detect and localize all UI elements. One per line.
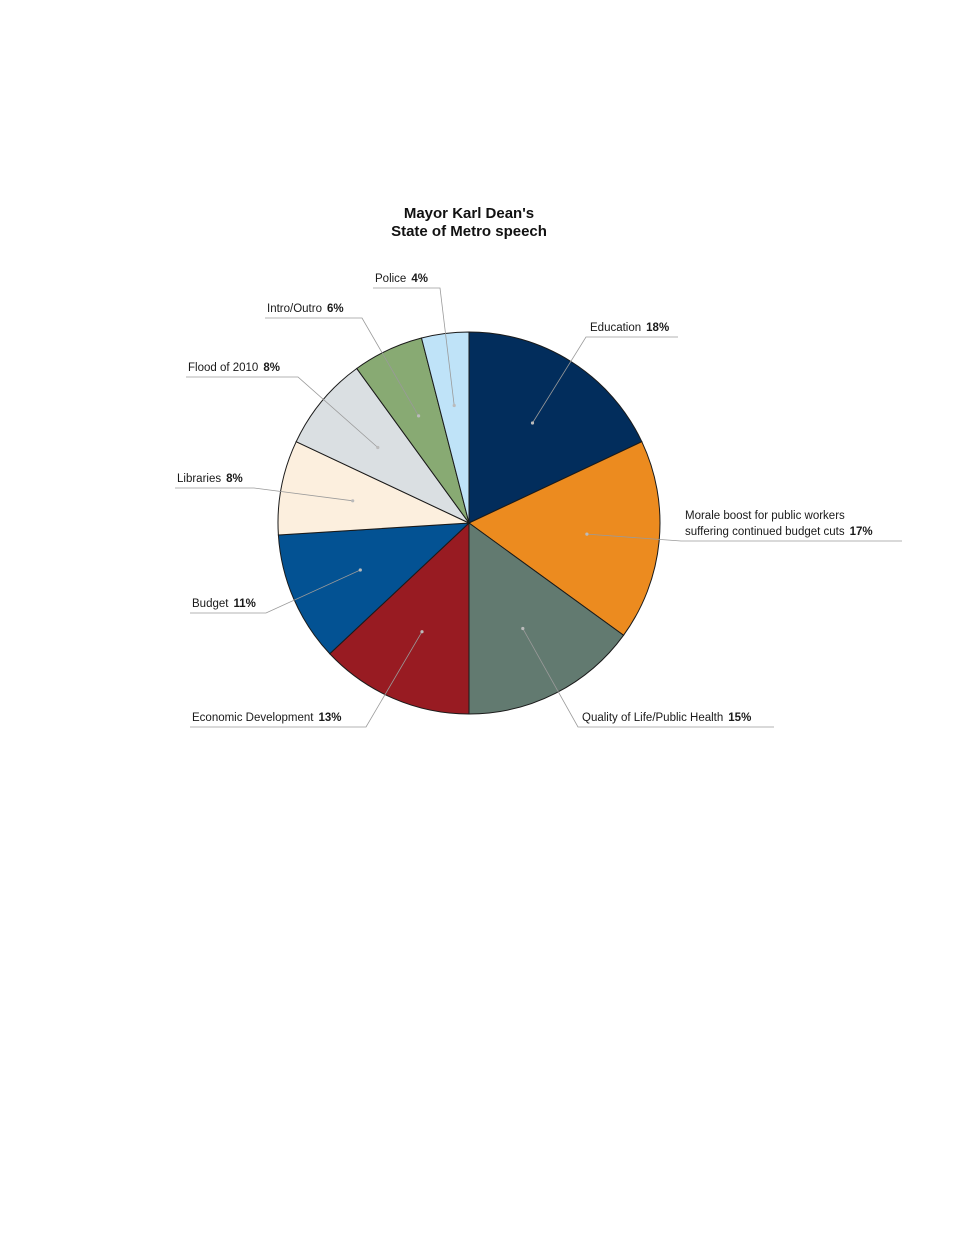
chart-title-line-2: State of Metro speech (391, 223, 547, 240)
leader-dot-4 (420, 630, 423, 633)
slice-percent-4: 13% (318, 712, 342, 724)
slice-percent-5: 11% (233, 598, 256, 610)
slice-percent-8: 6% (326, 303, 344, 315)
slice-percent-2: 17% (849, 526, 873, 538)
slice-label-6: Libraries 8% (177, 473, 243, 485)
slice-percent-7: 8% (263, 362, 280, 374)
slice-label-9: Police 4% (375, 273, 428, 285)
leader-dot-5 (359, 568, 362, 571)
slice-label-7: Flood of 2010 8% (188, 362, 280, 374)
slice-percent-6: 8% (226, 473, 243, 485)
leader-dot-3 (521, 627, 524, 630)
slice-label-1: Education 18% (590, 322, 670, 334)
slice-label-3: Quality of Life/Public Health 15% (582, 712, 752, 724)
slice-label-5: Budget 11% (192, 598, 256, 610)
slice-percent-9: 4% (411, 273, 428, 285)
leader-dot-1 (531, 421, 534, 424)
slice-label-4: Economic Development 13% (192, 712, 342, 724)
leader-dot-6 (351, 499, 354, 502)
chart-title-line-1: Mayor Karl Dean's (403, 205, 535, 222)
slice-label-8: Intro/Outro 6% (267, 303, 344, 315)
slice-percent-3: 15% (728, 712, 752, 724)
slice-label-2-line-1: Morale boost for public workers (685, 510, 845, 522)
slice-label-2-line-2: suffering continued budget cuts 17% (685, 526, 873, 538)
leader-dot-8 (417, 414, 420, 417)
pie-slices (278, 332, 660, 714)
leader-dot-9 (453, 404, 456, 407)
slice-percent-1: 18% (646, 322, 670, 334)
leader-dot-2 (585, 533, 588, 536)
leader-dot-7 (376, 446, 379, 449)
